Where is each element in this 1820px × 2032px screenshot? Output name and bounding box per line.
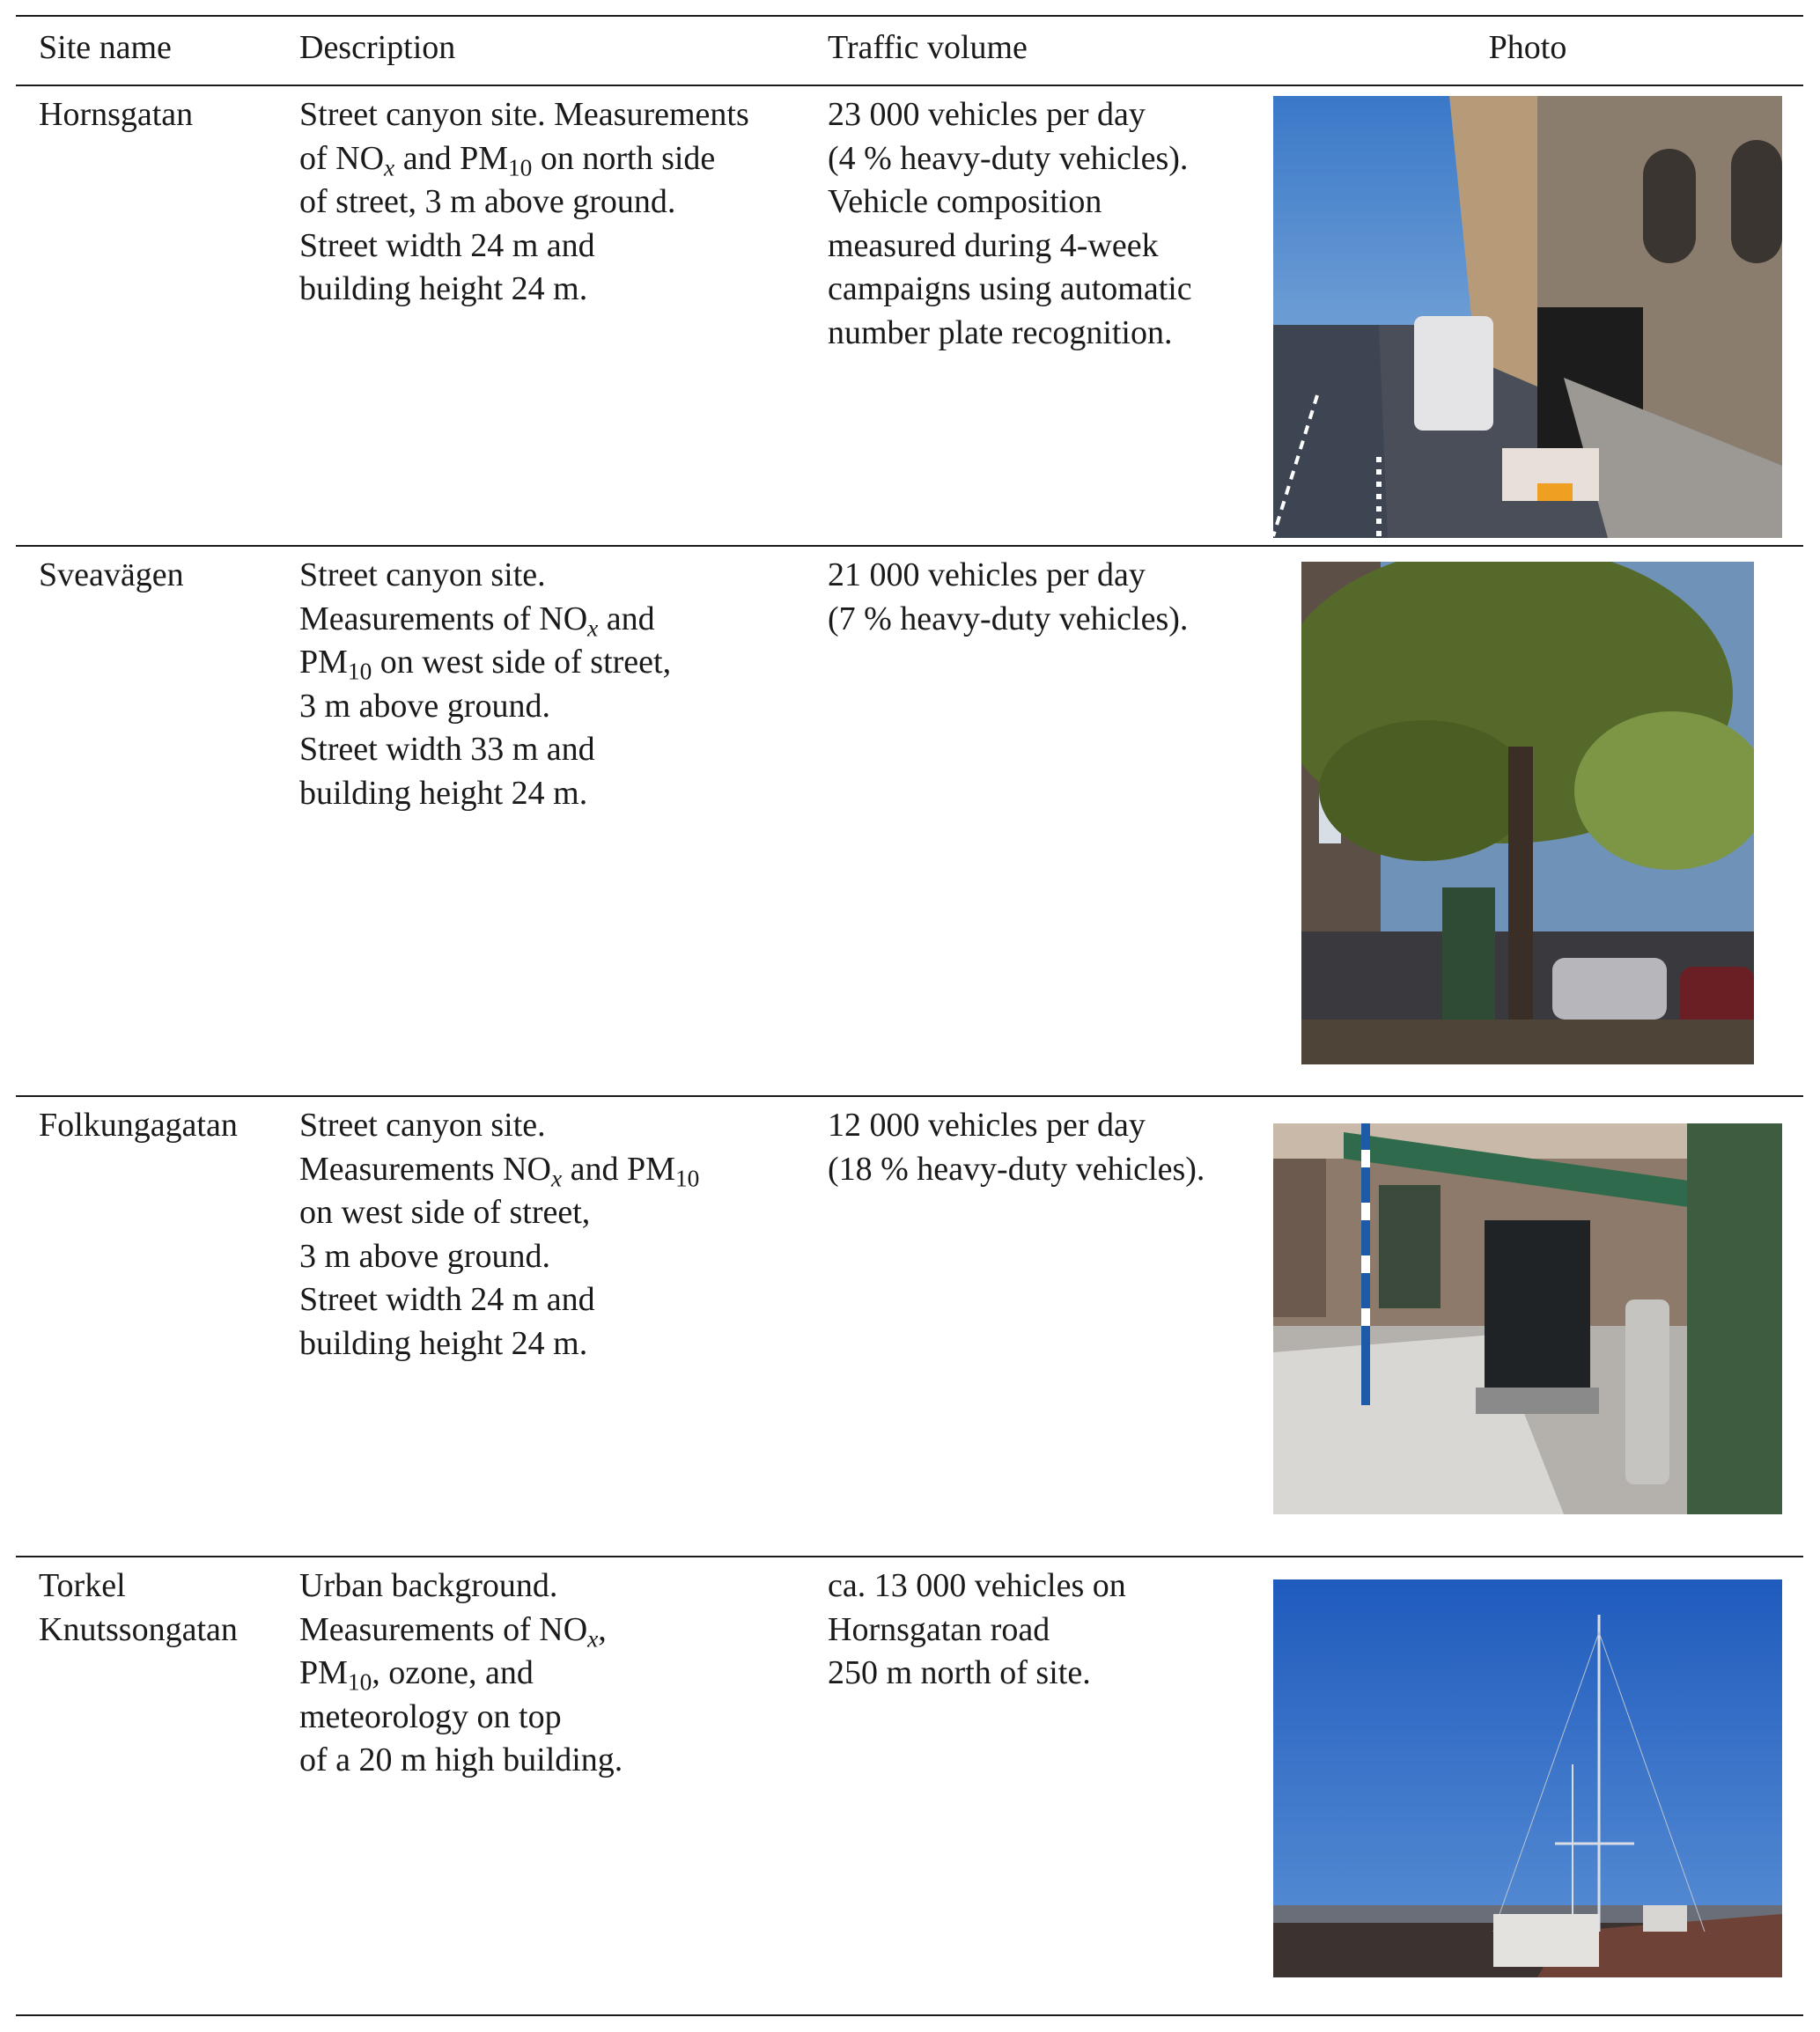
- traffic-line: measured during 4-week: [828, 226, 1159, 264]
- description-line: $PM_{10}$ on west side of street,: [299, 644, 672, 685]
- description-line: Street width 33 m and: [299, 731, 595, 768]
- street-canyon-photo: [1273, 96, 1782, 538]
- monitoring-cabinet-photo: [1273, 1123, 1782, 1514]
- description-line: of a 20 m high building.: [299, 1741, 623, 1778]
- traffic-line: (7 % heavy-duty vehicles).: [828, 600, 1189, 637]
- site-name-line: Knutssongatan: [39, 1610, 238, 1648]
- header-rule: [16, 85, 1803, 86]
- header-description: Description: [299, 29, 456, 66]
- description-line: $PM_{10}$, ozone, and: [299, 1654, 534, 1696]
- site-name-line: Hornsgatan: [39, 96, 194, 133]
- traffic-cell: [828, 1104, 1205, 1191]
- description-line: building height 24 m.: [299, 1324, 588, 1362]
- traffic-line: number plate recognition.: [828, 313, 1173, 351]
- row-divider: [16, 1556, 1803, 1557]
- description-cell: [299, 93, 749, 312]
- description-line: Street width 24 m and: [299, 1281, 595, 1318]
- tree-lined-street-photo: [1301, 562, 1754, 1064]
- description-line: Urban background.: [299, 1567, 558, 1604]
- site-name-cell: [39, 93, 193, 137]
- header-traffic-volume: Traffic volume: [828, 29, 1028, 66]
- description-line: of street, 3 m above ground.: [299, 183, 676, 220]
- traffic-line: ca. 13 000 vehicles on: [828, 1567, 1126, 1604]
- site-name-cell: [39, 1564, 238, 1652]
- traffic-cell: [828, 93, 1192, 355]
- description-line: building height 24 m.: [299, 270, 588, 307]
- description-line: Measurements of $NO_x$ and: [299, 600, 655, 642]
- traffic-line: Vehicle composition: [828, 183, 1102, 220]
- description-line: Street canyon site.: [299, 1107, 546, 1144]
- traffic-line: Hornsgatan road: [828, 1610, 1050, 1648]
- site-name-line: Folkungagatan: [39, 1107, 238, 1144]
- traffic-line: 250 m north of site.: [828, 1654, 1091, 1691]
- description-line: of $NO_x$ and $PM_{10}$ on north side: [299, 139, 716, 181]
- description-line: meteorology on top: [299, 1697, 562, 1735]
- traffic-line: 12 000 vehicles per day: [828, 1107, 1146, 1144]
- site-name-line: Torkel: [39, 1567, 126, 1604]
- description-line: 3 m above ground.: [299, 687, 550, 725]
- traffic-line: (18 % heavy-duty vehicles).: [828, 1150, 1205, 1188]
- description-cell: [299, 1104, 699, 1366]
- site-name-cell: [39, 554, 184, 598]
- description-line: Measurements of $NO_x$,: [299, 1610, 607, 1653]
- site-name-line: Sveavägen: [39, 556, 184, 593]
- traffic-cell: [828, 554, 1188, 641]
- description-cell: [299, 1564, 623, 1783]
- traffic-line: 21 000 vehicles per day: [828, 556, 1146, 593]
- description-line: 3 m above ground.: [299, 1237, 550, 1275]
- site-name-cell: [39, 1104, 238, 1148]
- description-cell: [299, 554, 671, 815]
- description-line: Street width 24 m and: [299, 226, 595, 264]
- traffic-line: campaigns using automatic: [828, 270, 1192, 307]
- description-line: Street canyon site. Measurements: [299, 96, 749, 133]
- traffic-line: (4 % heavy-duty vehicles).: [828, 139, 1189, 177]
- traffic-cell: [828, 1564, 1126, 1696]
- header-site-name: Site name: [39, 29, 172, 66]
- row-divider: [16, 1095, 1803, 1097]
- rooftop-mast-photo: [1273, 1579, 1782, 1977]
- header-photo: Photo: [1488, 29, 1567, 66]
- row-divider: [16, 545, 1803, 547]
- description-line: building height 24 m.: [299, 774, 588, 812]
- bottom-rule: [16, 2014, 1803, 2016]
- description-line: Street canyon site.: [299, 556, 546, 593]
- description-line: on west side of street,: [299, 1194, 591, 1231]
- description-line: Measurements $NO_x$ and $PM_{10}$: [299, 1150, 700, 1192]
- top-rule: [16, 15, 1803, 17]
- traffic-line: 23 000 vehicles per day: [828, 96, 1146, 133]
